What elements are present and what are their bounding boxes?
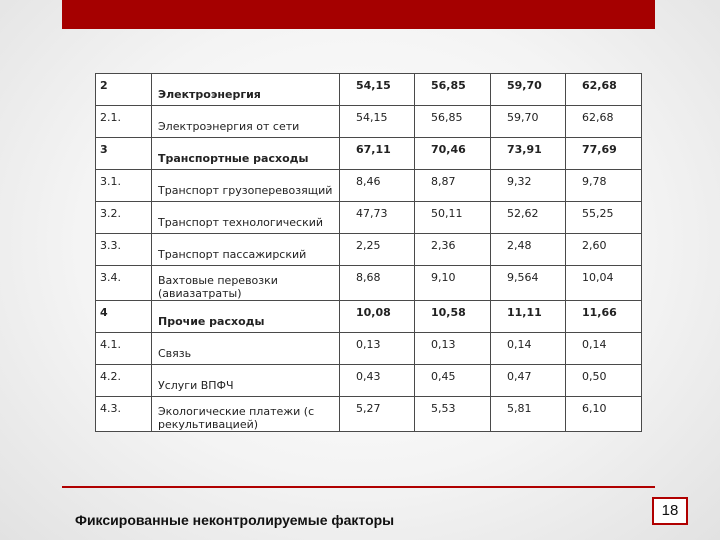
value-cell: 9,10 — [415, 266, 491, 301]
value-cell: 0,43 — [340, 365, 415, 397]
row-number-cell: 4.1. — [96, 333, 152, 365]
footer-divider — [62, 486, 655, 488]
value-cell: 62,68 — [566, 74, 642, 106]
value-cell: 8,87 — [415, 170, 491, 202]
table-row — [96, 397, 642, 432]
value-cell: 59,70 — [491, 106, 566, 138]
value-cell: 9,32 — [491, 170, 566, 202]
value-cell: 8,46 — [340, 170, 415, 202]
value-cell: 2,60 — [566, 234, 642, 266]
row-name-cell: Услуги ВПФЧ — [152, 365, 340, 397]
value-cell: 56,85 — [415, 106, 491, 138]
value-cell: 70,46 — [415, 138, 491, 170]
value-cell: 0,45 — [415, 365, 491, 397]
row-name-cell: Экологические платежи (с рекультивацией) — [152, 397, 340, 432]
value-cell: 73,91 — [491, 138, 566, 170]
row-name-cell: Транспорт пассажирский — [152, 234, 340, 266]
row-name-cell: Вахтовые перевозки (авиазатраты) — [152, 266, 340, 301]
cost-table-container — [95, 73, 641, 432]
row-number-cell: 3.2. — [96, 202, 152, 234]
row-number-cell: 4 — [96, 301, 152, 333]
row-name-cell: Электроэнергия от сети — [152, 106, 340, 138]
value-cell: 5,53 — [415, 397, 491, 432]
value-cell: 11,11 — [491, 301, 566, 333]
table-row — [96, 106, 642, 138]
value-cell: 2,48 — [491, 234, 566, 266]
value-cell: 0,13 — [340, 333, 415, 365]
value-cell: 9,564 — [491, 266, 566, 301]
value-cell: 2,36 — [415, 234, 491, 266]
row-name-cell: Транспорт грузоперевозящий — [152, 170, 340, 202]
value-cell: 6,10 — [566, 397, 642, 432]
value-cell: 5,27 — [340, 397, 415, 432]
value-cell: 5,81 — [491, 397, 566, 432]
footer-title: Фиксированные неконтролируемые факторы — [75, 512, 395, 528]
value-cell: 54,15 — [340, 106, 415, 138]
value-cell: 50,11 — [415, 202, 491, 234]
value-cell: 52,62 — [491, 202, 566, 234]
value-cell: 0,50 — [566, 365, 642, 397]
value-cell: 2,25 — [340, 234, 415, 266]
table-row — [96, 333, 642, 365]
value-cell: 8,68 — [340, 266, 415, 301]
row-number-cell: 2.1. — [96, 106, 152, 138]
value-cell: 10,04 — [566, 266, 642, 301]
page-number: 18 — [652, 497, 688, 525]
table-row — [96, 202, 642, 234]
row-number-cell: 3.4. — [96, 266, 152, 301]
row-name-cell: Прочие расходы — [152, 301, 340, 333]
row-number-cell: 3 — [96, 138, 152, 170]
row-number-cell: 3.3. — [96, 234, 152, 266]
row-name-cell: Транспорт технологический — [152, 202, 340, 234]
value-cell: 0,47 — [491, 365, 566, 397]
table-row — [96, 365, 642, 397]
value-cell: 62,68 — [566, 106, 642, 138]
value-cell: 0,13 — [415, 333, 491, 365]
value-cell: 10,58 — [415, 301, 491, 333]
value-cell: 10,08 — [340, 301, 415, 333]
row-name-cell: Электроэнергия — [152, 74, 340, 106]
table-body — [96, 74, 642, 432]
row-number-cell: 4.3. — [96, 397, 152, 432]
row-name-cell: Транспортные расходы — [152, 138, 340, 170]
table-section-row — [96, 74, 642, 106]
row-name-cell: Связь — [152, 333, 340, 365]
table-row — [96, 266, 642, 301]
row-number-cell: 2 — [96, 74, 152, 106]
table-section-row — [96, 138, 642, 170]
value-cell: 0,14 — [491, 333, 566, 365]
value-cell: 55,25 — [566, 202, 642, 234]
table-row — [96, 234, 642, 266]
top-accent-bar — [62, 0, 655, 29]
value-cell: 56,85 — [415, 74, 491, 106]
table-row — [96, 170, 642, 202]
value-cell: 59,70 — [491, 74, 566, 106]
value-cell: 67,11 — [340, 138, 415, 170]
row-number-cell: 3.1. — [96, 170, 152, 202]
row-number-cell: 4.2. — [96, 365, 152, 397]
cost-table — [95, 73, 642, 432]
value-cell: 0,14 — [566, 333, 642, 365]
value-cell: 11,66 — [566, 301, 642, 333]
value-cell: 54,15 — [340, 74, 415, 106]
table-section-row — [96, 301, 642, 333]
value-cell: 9,78 — [566, 170, 642, 202]
value-cell: 77,69 — [566, 138, 642, 170]
value-cell: 47,73 — [340, 202, 415, 234]
